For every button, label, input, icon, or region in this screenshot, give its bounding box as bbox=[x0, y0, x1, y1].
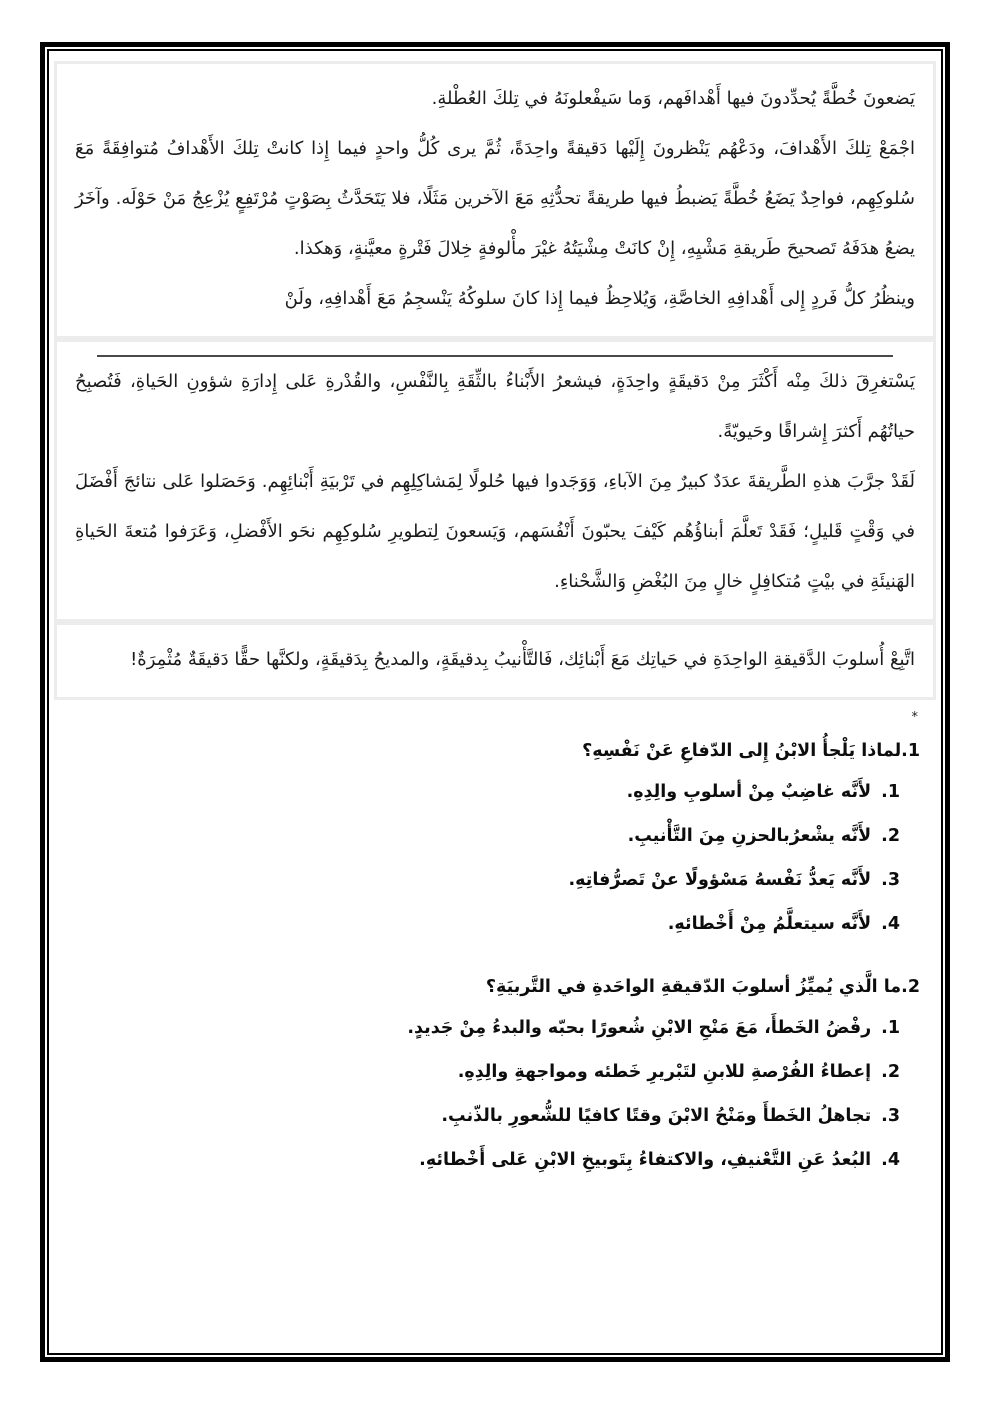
passage-panel-2 bbox=[54, 339, 936, 622]
option-text: لأَنَّه يَعدُّ نَفْسهُ مَسْؤولًا عنْ تَصرُّفاتِهِ. bbox=[568, 870, 872, 890]
question-1 bbox=[70, 734, 920, 946]
option-text: لأَنَّه يشْعرُبالحزنِ مِنَ التَّأْنيبِ. bbox=[627, 826, 872, 846]
passage-paragraph: اجْمَعْ تِلكَ الأَهْدافَ، ودَعْهُم يَنْظرونَ إِلَيْها دَقيقةً واحِدَةً، ثُمَّ يرى كُلُّ واحدٍ فيما إِذا كانتْ تِلكَ الأَهْدافُ مُتوافِقَةً مَعَ سُلوكِهِم، فواحِدٌ يَضَعُ خُطَّةً يَضبطُ فيها طريقةً تحدُّثِهِ مَعَ الآخرين مَثَلًا، فلا يَتَحَدَّثُ بِصَوْتٍ مُرْتَفِعٍ يُزْعِجُ مَنْ حَوْلَه. وآخَرُ يضعُ هدَفَهُ تَصحيحَ طَريقةِ مَشْيِهِ، إِنْ كانَتْ مِشْيَتُهُ غيْرَ مأْلوفةٍ خِلالَ فَتْرةٍ معيَّنةٍ، وَهكذا. bbox=[75, 138, 915, 259]
passage-panel-1 bbox=[54, 61, 936, 339]
passage-paragraph: اتَّبِعْ أُسلوبَ الدَّقيقةِ الواحِدَةِ في حَياتِك مَعَ أَبْنائِك، فَالتَّأْنيبُ بِدقيقَةٍ، والمديحُ بِدَقيقَةٍ، ولكنَّها حقًّا دَقيقَةٌ مُثْمِرَةٌ! bbox=[130, 649, 915, 670]
option-text: رفْضُ الخَطأَ، مَعَ مَنْحِ الابْنِ شُعورًا بحبّه والبدءُ مِنْ جَديدٍ. bbox=[407, 1018, 872, 1038]
question-2-text: ما الَّذي يُميِّزُ أسلوبَ الدّقيقةِ الواحَدةِ في التَّربيَةِ؟ bbox=[485, 977, 902, 997]
question-2-option-3 bbox=[70, 1094, 900, 1138]
question-2-options bbox=[70, 1006, 920, 1182]
question-1-option-2 bbox=[70, 814, 900, 858]
question-1-option-1 bbox=[70, 770, 900, 814]
option-text: لأَنَّه سيتعلَّمُ مِنْ أَخْطائهِ. bbox=[667, 914, 872, 934]
option-number: 4. bbox=[881, 914, 900, 934]
question-1-options bbox=[70, 770, 920, 946]
question-2-number: 2. bbox=[901, 977, 920, 997]
question-1-text: لماذا يَلْجأُ الابْنُ إِلى الدّفاعِ عَنْ نَفْسِهِ؟ bbox=[582, 741, 902, 761]
option-number: 2. bbox=[881, 826, 900, 846]
option-number: 3. bbox=[881, 870, 900, 890]
question-1-header bbox=[70, 734, 920, 768]
option-number: 3. bbox=[881, 1106, 900, 1126]
passage-panel-3 bbox=[54, 622, 936, 700]
page-content bbox=[47, 49, 943, 1355]
option-text: البُعدُ عَنِ التَّعْنيفِ، والاكتفاءُ بِتَوبيخِ الابْنِ عَلى أَخْطائهِ. bbox=[419, 1150, 872, 1170]
passage-paragraph: وينظُرُ كلُّ فَردٍ إِلى أَهْدافِهِ الخاصَّةِ، وَيُلاحِظُ فيما إِذا كانَ سلوكُهُ يَنْسجِمُ مَعَ أَهْدافِهِ، ولَنْ bbox=[284, 288, 915, 309]
question-1-option-4 bbox=[70, 902, 900, 946]
option-number: 1. bbox=[881, 1018, 900, 1038]
passage-paragraph: يَضعونَ خُطَّةً يُحدِّدونَ فيها أَهْدافَهم، وَما سَيفْعلونَهُ في تِلكَ العُطْلةِ. bbox=[431, 88, 915, 109]
passage-paragraph: لَقَدْ جرَّبَ هذهِ الطَّريقةَ عدَدٌ كبيرٌ مِنَ الآباءِ، وَوَجَدوا فيها حُلولًا لِمَشاكِلِهِم في تَرْبيَةِ أَبْنائِهِم. وَحَصَلوا عَلى نتائجَ أَفْضَلَ في وَقْتٍ قَليلٍ؛ فَقَدْ تَعلَّمَ أبناؤُهُم كَيْفَ يحبّونَ أَنْفُسَهم، وَيَسعونَ لِتطويرِ سُلوكِهِم نحَو الأَفْضلِ، وَعَرَفوا مُتعةَ الحَياةِ الهَنيئَةِ في بيْتٍ مُتكافِلٍ خالٍ مِنَ البُغْضِ وَالشَّحْناءِ. bbox=[75, 471, 915, 592]
question-2-option-1 bbox=[70, 1006, 900, 1050]
option-number: 2. bbox=[881, 1062, 900, 1082]
question-2 bbox=[70, 970, 920, 1182]
page-border-frame bbox=[40, 42, 950, 1362]
option-number: 4. bbox=[881, 1150, 900, 1170]
option-text: تجاهلُ الخَطأَ ومَنْحُ الابْنَ وقتًا كافيًا للشُّعورِ بالذّنبِ. bbox=[441, 1106, 872, 1126]
option-text: لأَنَّه غاضِبٌ مِنْ أسلوبِ والِدِهِ. bbox=[626, 782, 872, 802]
passage-paragraph: يَسْتغرِقَ ذلكَ مِنْه أَكْثَرَ مِنْ دَقيقَةٍ واحِدَةٍ، فيشعرُ الأَبْناءُ بالثِّقَةِ بِالنَّفْسِ، والقُدْرةِ عَلى إِدارَةِ شؤونِ الحَياةِ، فَتُصبِحُ حياتُهُم أَكثرَ إِشراقًا وحَيويّةً. bbox=[75, 371, 915, 442]
questions-section bbox=[54, 700, 936, 1182]
required-asterisk: * bbox=[911, 710, 918, 725]
question-2-option-4 bbox=[70, 1138, 900, 1182]
question-1-number: 1. bbox=[901, 741, 920, 761]
option-number: 1. bbox=[881, 782, 900, 802]
question-1-option-3 bbox=[70, 858, 900, 902]
question-2-header bbox=[70, 970, 920, 1004]
option-text: إعطاءُ الفُرْصةِ للابنِ لتَبْريرِ خَطئه ومواجهةِ والِدِهِ. bbox=[457, 1062, 872, 1082]
question-2-option-2 bbox=[70, 1050, 900, 1094]
